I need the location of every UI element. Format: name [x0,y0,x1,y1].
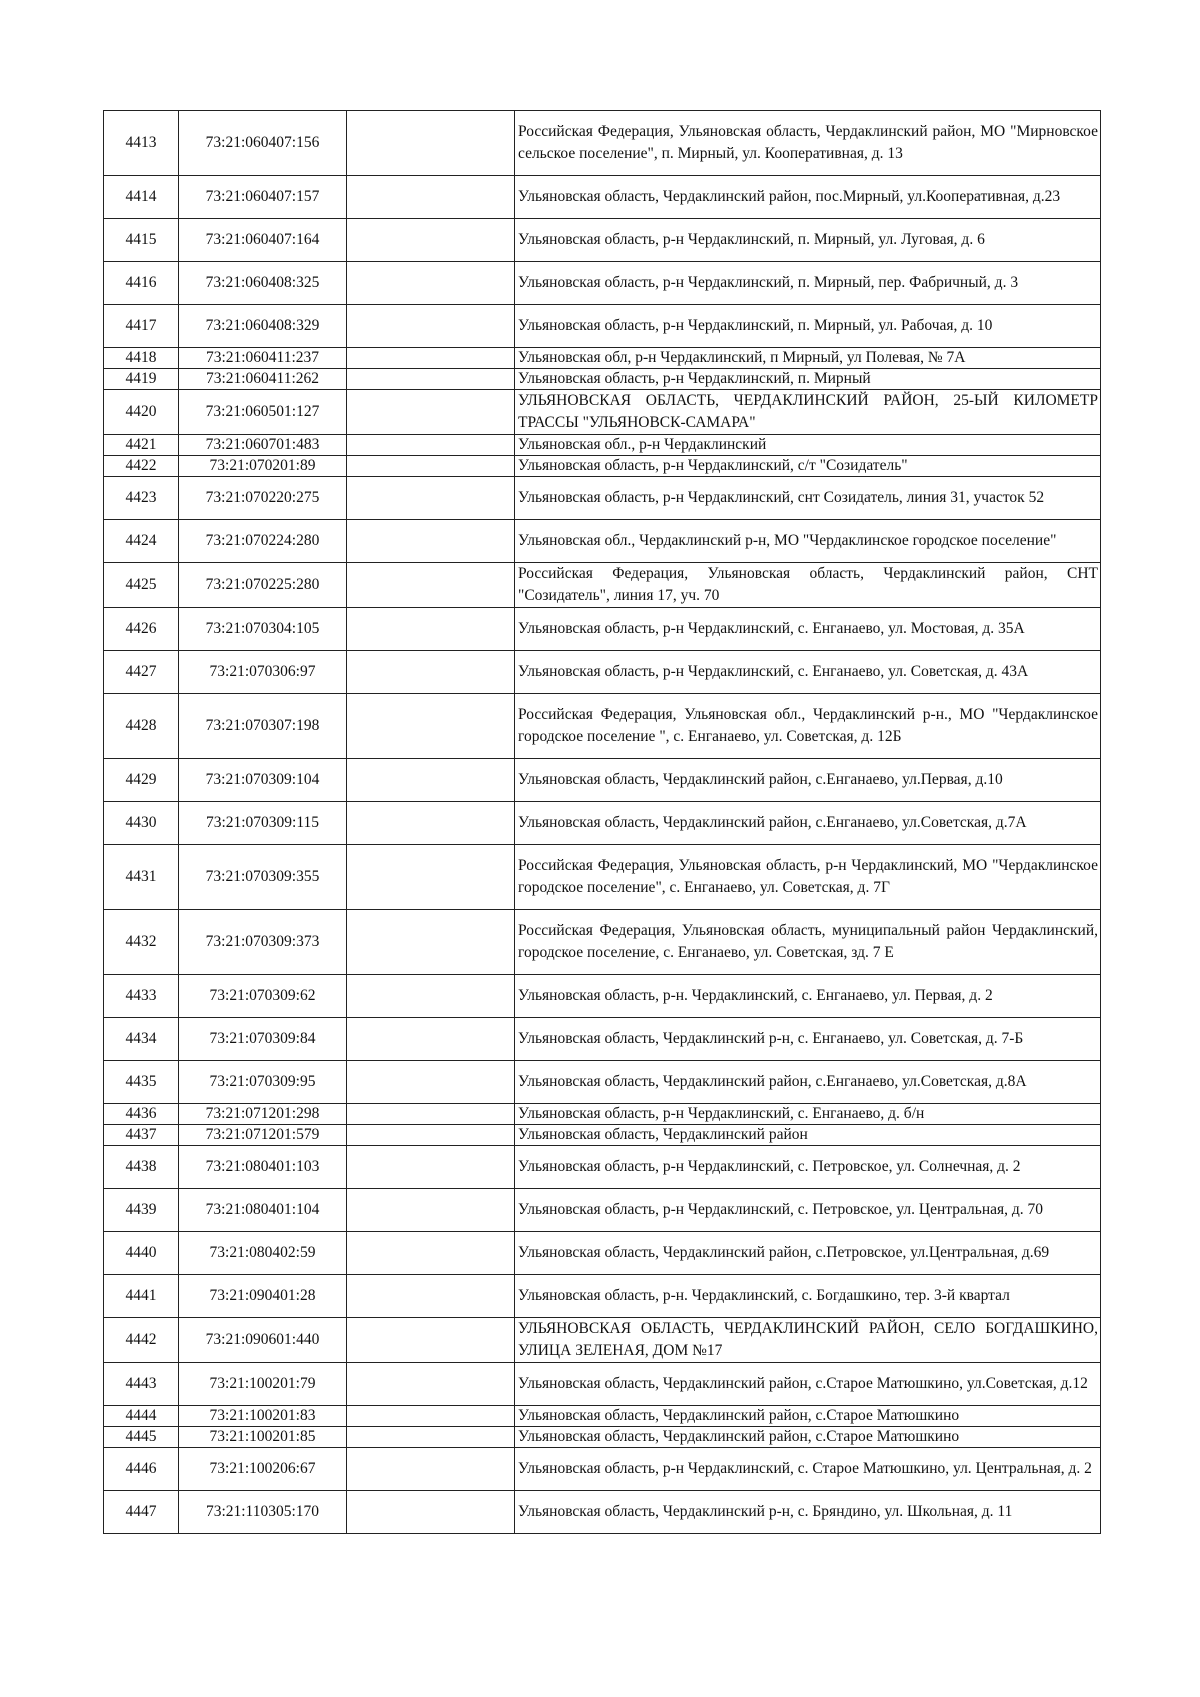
empty-cell [347,1232,515,1275]
empty-cell [347,262,515,305]
row-number: 4419 [104,369,179,390]
cadastral-number: 73:21:060701:483 [179,435,347,456]
table-row [104,456,1101,477]
address: Ульяновская область, р-н Чердаклинский, с. Петровское, ул. Центральная, д. 70 [515,1189,1101,1232]
row-number: 4446 [104,1448,179,1491]
address: Ульяновская область, р-н Чердаклинский, с. Петровское, ул. Солнечная, д. 2 [515,1146,1101,1189]
table-row [104,1232,1101,1275]
address: Ульяновская область, р-н Чердаклинский, с. Старое Матюшкино, ул. Центральная, д. 2 [515,1448,1101,1491]
address: Ульяновская область, Чердаклинский р-н, с. Енганаево, ул. Советская, д. 7-Б [515,1018,1101,1061]
row-number: 4440 [104,1232,179,1275]
table-row [104,477,1101,520]
address: Ульяновская область, Чердаклинский р-н, с. Бряндино, ул. Школьная, д. 11 [515,1491,1101,1534]
empty-cell [347,1146,515,1189]
cadastral-number: 73:21:070220:275 [179,477,347,520]
empty-cell [347,1275,515,1318]
row-number: 4431 [104,845,179,910]
registry-table [103,110,1101,1534]
table-row [104,176,1101,219]
table-row [104,1363,1101,1406]
empty-cell [347,910,515,975]
empty-cell [347,369,515,390]
table-row [104,1125,1101,1146]
empty-cell [347,1318,515,1363]
row-number: 4435 [104,1061,179,1104]
empty-cell [347,845,515,910]
cadastral-number: 73:21:070201:89 [179,456,347,477]
table-row [104,1018,1101,1061]
empty-cell [347,1448,515,1491]
address: Российская Федерация, Ульяновская область, муниципальный район Чердаклинский, городское поселение, с. Енганаево, ул. Советская, зд. 7 Е [515,910,1101,975]
cadastral-number: 73:21:080401:104 [179,1189,347,1232]
row-number: 4428 [104,694,179,759]
address: Ульяновская область, Чердаклинский район, с.Енганаево, ул.Советская, д.8А [515,1061,1101,1104]
cadastral-number: 73:21:060408:325 [179,262,347,305]
row-number: 4418 [104,348,179,369]
table-row [104,219,1101,262]
cadastral-number: 73:21:070309:355 [179,845,347,910]
table-row [104,369,1101,390]
cadastral-number: 73:21:070225:280 [179,563,347,608]
table-row [104,435,1101,456]
row-number: 4422 [104,456,179,477]
cadastral-number: 73:21:060411:237 [179,348,347,369]
table-row [104,608,1101,651]
empty-cell [347,1104,515,1125]
cadastral-number: 73:21:070307:198 [179,694,347,759]
empty-cell [347,1427,515,1448]
address: Ульяновская область, Чердаклинский район [515,1125,1101,1146]
cadastral-number: 73:21:100201:79 [179,1363,347,1406]
table-row [104,1189,1101,1232]
empty-cell [347,111,515,176]
empty-cell [347,435,515,456]
row-number: 4443 [104,1363,179,1406]
address: Ульяновская область, Чердаклинский район, с.Енганаево, ул.Советская, д.7А [515,802,1101,845]
cadastral-number: 73:21:100201:83 [179,1406,347,1427]
address: Ульяновская область, Чердаклинский район, пос.Мирный, ул.Кооперативная, д.23 [515,176,1101,219]
cadastral-number: 73:21:070309:115 [179,802,347,845]
empty-cell [347,651,515,694]
table-row [104,1104,1101,1125]
address: Ульяновская область, Чердаклинский район, с.Старое Матюшкино [515,1406,1101,1427]
row-number: 4417 [104,305,179,348]
table-row [104,845,1101,910]
address: Ульяновская область, р-н Чердаклинский, снт Созидатель, линия 31, участок 52 [515,477,1101,520]
table-row [104,975,1101,1018]
table-row [104,1318,1101,1363]
address: Ульяновская область, Чердаклинский район, с.Петровское, ул.Центральная, д.69 [515,1232,1101,1275]
row-number: 4421 [104,435,179,456]
empty-cell [347,219,515,262]
row-number: 4420 [104,390,179,435]
empty-cell [347,348,515,369]
empty-cell [347,520,515,563]
row-number: 4434 [104,1018,179,1061]
row-number: 4439 [104,1189,179,1232]
cadastral-number: 73:21:070306:97 [179,651,347,694]
table-row [104,1427,1101,1448]
cadastral-number: 73:21:090601:440 [179,1318,347,1363]
cadastral-number: 73:21:070309:95 [179,1061,347,1104]
address: Ульяновская область, р-н Чердаклинский, с. Енганаево, д. б/н [515,1104,1101,1125]
address: Ульяновская область, Чердаклинский район, с.Старое Матюшкино [515,1427,1101,1448]
row-number: 4438 [104,1146,179,1189]
empty-cell [347,1018,515,1061]
row-number: 4441 [104,1275,179,1318]
address: Ульяновская область, р-н. Чердаклинский, с. Енганаево, ул. Первая, д. 2 [515,975,1101,1018]
row-number: 4423 [104,477,179,520]
table-row [104,262,1101,305]
empty-cell [347,1189,515,1232]
address: Ульяновская область, р-н Чердаклинский, п. Мирный, ул. Рабочая, д. 10 [515,305,1101,348]
table-row [104,390,1101,435]
empty-cell [347,477,515,520]
empty-cell [347,176,515,219]
address: УЛЬЯНОВСКАЯ ОБЛАСТЬ, ЧЕРДАКЛИНСКИЙ РАЙОН, СЕЛО БОГДАШКИНО, УЛИЦА ЗЕЛЕНАЯ, ДОМ №17 [515,1318,1101,1363]
address: Ульяновская область, Чердаклинский район, с.Старое Матюшкино, ул.Советская, д.12 [515,1363,1101,1406]
row-number: 4429 [104,759,179,802]
table-row [104,1491,1101,1534]
cadastral-number: 73:21:060501:127 [179,390,347,435]
table-row [104,910,1101,975]
empty-cell [347,759,515,802]
row-number: 4416 [104,262,179,305]
empty-cell [347,1061,515,1104]
cadastral-number: 73:21:070309:62 [179,975,347,1018]
address: Ульяновская область, р-н Чердаклинский, с/т "Созидатель" [515,456,1101,477]
empty-cell [347,802,515,845]
address: Российская Федерация, Ульяновская область, р-н Чердаклинский, МО "Чердаклинское городское поселение", с. Енганаево, ул. Советская, д. 7Г [515,845,1101,910]
table-row [104,1061,1101,1104]
table-row [104,651,1101,694]
row-number: 4433 [104,975,179,1018]
row-number: 4432 [104,910,179,975]
empty-cell [347,975,515,1018]
table-row [104,802,1101,845]
cadastral-number: 73:21:060408:329 [179,305,347,348]
empty-cell [347,390,515,435]
cadastral-number: 73:21:060407:164 [179,219,347,262]
table-row [104,563,1101,608]
cadastral-number: 73:21:060407:156 [179,111,347,176]
row-number: 4426 [104,608,179,651]
address: Ульяновская обл., Чердаклинский р-н, МО "Чердаклинское городское поселение" [515,520,1101,563]
cadastral-number: 73:21:070309:373 [179,910,347,975]
cadastral-number: 73:21:071201:298 [179,1104,347,1125]
row-number: 4437 [104,1125,179,1146]
empty-cell [347,456,515,477]
address: Ульяновская область, р-н Чердаклинский, п. Мирный, ул. Луговая, д. 6 [515,219,1101,262]
cadastral-number: 73:21:060407:157 [179,176,347,219]
cadastral-number: 73:21:110305:170 [179,1491,347,1534]
table-row [104,1448,1101,1491]
row-number: 4424 [104,520,179,563]
empty-cell [347,563,515,608]
empty-cell [347,1363,515,1406]
registry-table-body [104,111,1101,1534]
empty-cell [347,305,515,348]
empty-cell [347,694,515,759]
row-number: 4413 [104,111,179,176]
address: УЛЬЯНОВСКАЯ ОБЛАСТЬ, ЧЕРДАКЛИНСКИЙ РАЙОН, 25-ЫЙ КИЛОМЕТР ТРАССЫ "УЛЬЯНОВСК-САМАРА" [515,390,1101,435]
cadastral-number: 73:21:100206:67 [179,1448,347,1491]
cadastral-number: 73:21:090401:28 [179,1275,347,1318]
row-number: 4427 [104,651,179,694]
cadastral-number: 73:21:100201:85 [179,1427,347,1448]
table-row [104,348,1101,369]
cadastral-number: 73:21:080402:59 [179,1232,347,1275]
row-number: 4436 [104,1104,179,1125]
address: Ульяновская область, р-н Чердаклинский, п. Мирный, пер. Фабричный, д. 3 [515,262,1101,305]
cadastral-number: 73:21:071201:579 [179,1125,347,1146]
cadastral-number: 73:21:060411:262 [179,369,347,390]
row-number: 4445 [104,1427,179,1448]
address: Ульяновская обл, р-н Чердаклинский, п Мирный, ул Полевая, № 7А [515,348,1101,369]
empty-cell [347,1406,515,1427]
address: Ульяновская обл., р-н Чердаклинский [515,435,1101,456]
empty-cell [347,608,515,651]
address: Ульяновская область, р-н Чердаклинский, п. Мирный [515,369,1101,390]
table-row [104,111,1101,176]
table-row [104,520,1101,563]
row-number: 4425 [104,563,179,608]
row-number: 4447 [104,1491,179,1534]
address: Ульяновская область, р-н Чердаклинский, с. Енганаево, ул. Мостовая, д. 35А [515,608,1101,651]
address: Ульяновская область, р-н. Чердаклинский, с. Богдашкино, тер. 3-й квартал [515,1275,1101,1318]
row-number: 4430 [104,802,179,845]
table-row [104,1275,1101,1318]
cadastral-number: 73:21:080401:103 [179,1146,347,1189]
table-row [104,305,1101,348]
address: Российская Федерация, Ульяновская обл., Чердаклинский р-н., МО "Чердаклинское городское поселение ", с. Енганаево, ул. Советская, д. 12Б [515,694,1101,759]
address: Ульяновская область, р-н Чердаклинский, с. Енганаево, ул. Советская, д. 43А [515,651,1101,694]
table-row [104,759,1101,802]
table-row [104,1406,1101,1427]
row-number: 4442 [104,1318,179,1363]
row-number: 4414 [104,176,179,219]
cadastral-number: 73:21:070309:104 [179,759,347,802]
row-number: 4415 [104,219,179,262]
address: Ульяновская область, Чердаклинский район, с.Енганаево, ул.Первая, д.10 [515,759,1101,802]
row-number: 4444 [104,1406,179,1427]
cadastral-number: 73:21:070309:84 [179,1018,347,1061]
cadastral-number: 73:21:070304:105 [179,608,347,651]
empty-cell [347,1125,515,1146]
address: Российская Федерация, Ульяновская область, Чердаклинский район, СНТ "Созидатель", линия 17, уч. 70 [515,563,1101,608]
table-row [104,694,1101,759]
table-row [104,1146,1101,1189]
empty-cell [347,1491,515,1534]
address: Российская Федерация, Ульяновская область, Чердаклинский район, МО "Мирновское сельское поселение", п. Мирный, ул. Кооперативная, д. 13 [515,111,1101,176]
cadastral-number: 73:21:070224:280 [179,520,347,563]
